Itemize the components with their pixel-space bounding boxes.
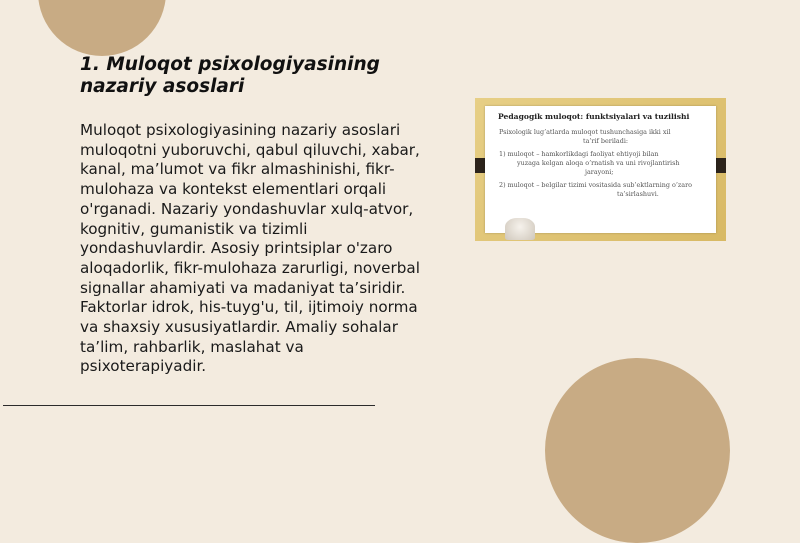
slide-thumbnail-image bbox=[475, 98, 726, 241]
thumbnail-line: Psixologik lug’atlarda muloqot tushunchasiga ikki xil bbox=[499, 128, 671, 136]
thumbnail-title: Pedagogik muloqot: funktsiyalari va tuzilishi bbox=[498, 112, 690, 121]
slide-body-text: Muloqot psixologiyasining nazariy asoslari muloqotni yuboruvchi, qabul qiluvchi, xabar, kanal, ma’lumot va fikr almashinishi, fikr-mulohaza va kontekst elementlari orqali o'rganadi. Nazariy yondashuvlar xulq-atvor, kognitiv, gumanistik va tizimli yondashuvlardir. Asosiy printsiplar o'zaro aloqadorlik, fikr-mulohaza zarurligi, noverbal signallar ahamiyati va madaniyat ta’siridir. Faktorlar idrok, his-tuyg'u, til, ijtimoiy norma va shaxsiy xususiyatlardir. Amaliy sohalar ta’lim, rahbarlik, maslahat va psixoterapiyadir. bbox=[80, 121, 420, 376]
slide-title: 1. Muloqot psixologiyasining nazariy asoslari bbox=[80, 54, 380, 97]
thumbnail-card bbox=[485, 106, 716, 233]
thumbnail-line: jarayoni; bbox=[585, 168, 614, 176]
thumbnail-line: ta’sirlashuvi. bbox=[617, 190, 659, 198]
decorative-circle-top bbox=[38, 0, 166, 56]
handshake-icon bbox=[505, 218, 535, 240]
thumbnail-line: 1) muloqot – hamkorlikdagi faoliyat ehtiyoji bilan bbox=[499, 150, 659, 158]
divider-line bbox=[3, 405, 375, 406]
decorative-circle-bottom bbox=[545, 358, 730, 543]
thumbnail-line: 2) muloqot – belgilar tizimi vositasida sub’ektlarning o’zaro bbox=[499, 181, 692, 189]
thumbnail-line: ta’rif beriladi: bbox=[583, 137, 629, 145]
thumbnail-line: yuzaga kelgan aloqa o’rnatish va uni rivojlantirish bbox=[517, 159, 680, 167]
